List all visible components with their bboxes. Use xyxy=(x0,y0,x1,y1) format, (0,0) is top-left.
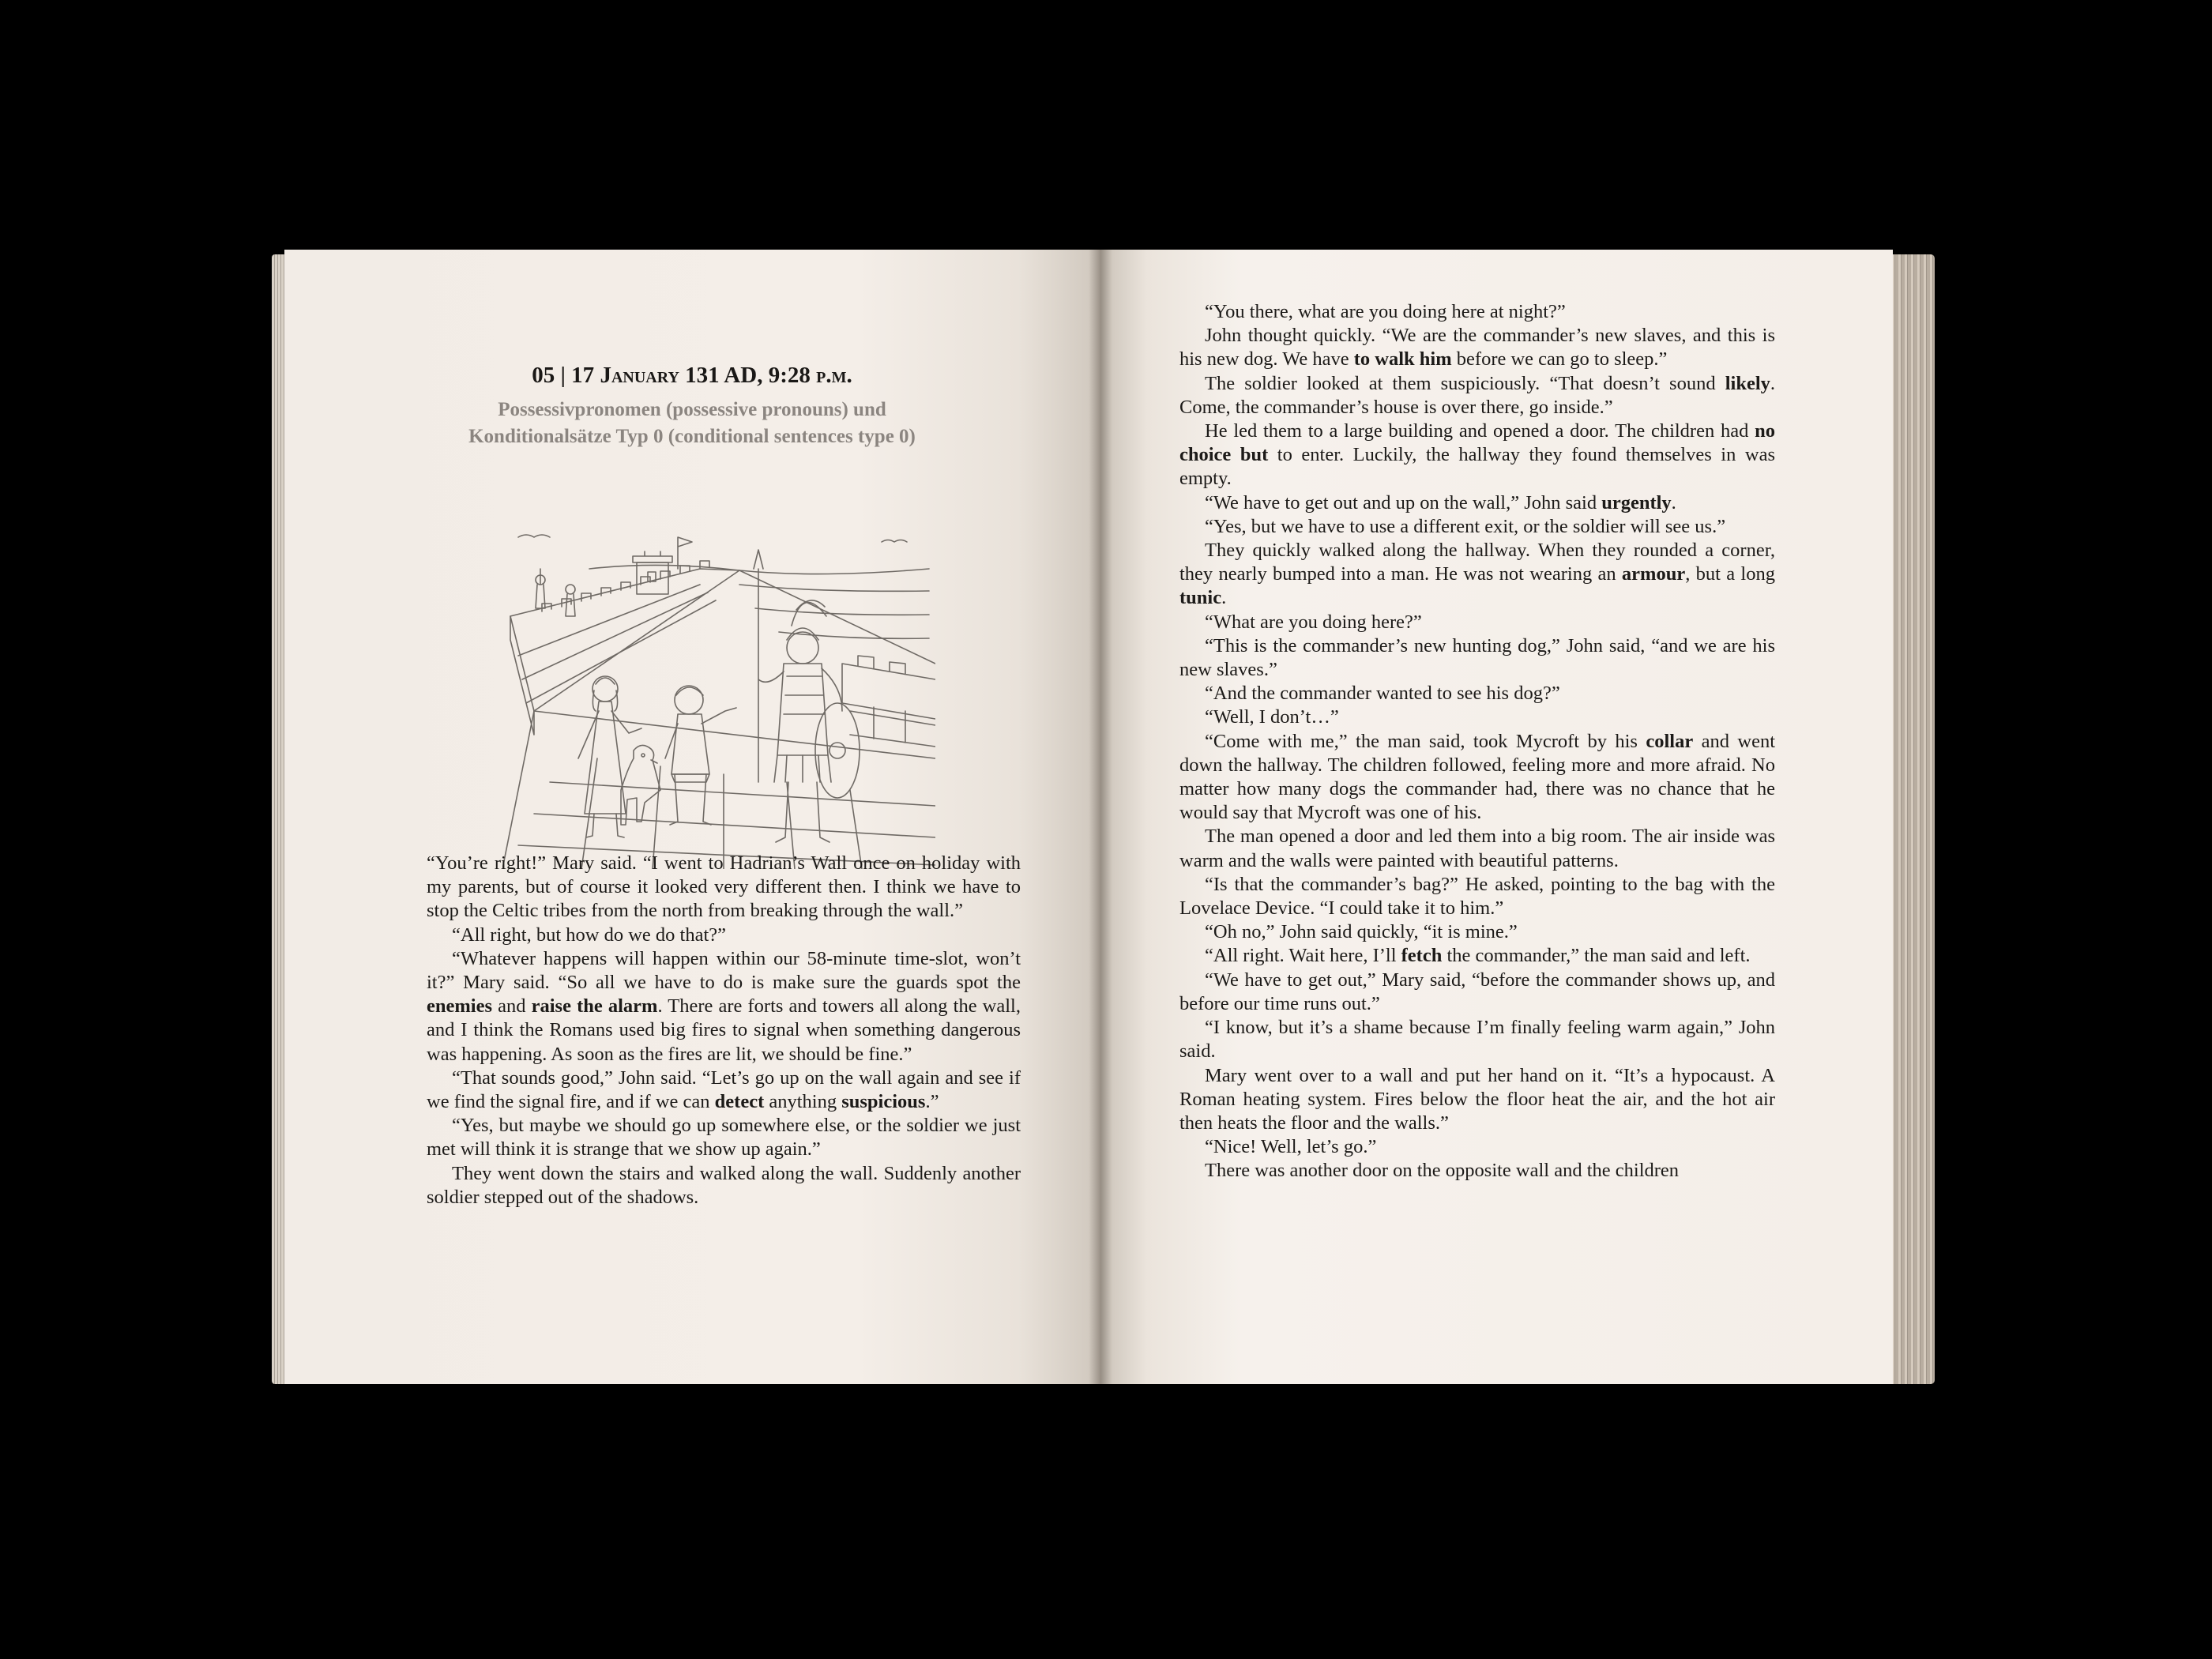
paragraph: They quickly walked along the hallway. When they rounded a corner, they nearly bumped into a man. He was not wearing an armour, but a long tunic. xyxy=(1179,540,1775,609)
book-page-edges-right xyxy=(1889,254,1935,1384)
left-page xyxy=(284,250,1100,1384)
paragraph: “Oh no,” John said quickly, “it is mine.” xyxy=(1205,921,1518,943)
paragraph: “And the commander wanted to see his dog?” xyxy=(1205,683,1560,705)
chapter-illustration xyxy=(502,521,935,869)
paragraph: “We have to get out,” Mary said, “before the commander shows up, and before our time runs out.” xyxy=(1179,969,1775,1014)
paragraph: John thought quickly. “We are the commander’s new slaves, and this is his new dog. We have to walk him before we can go to sleep.” xyxy=(1179,325,1775,371)
paragraph: “You’re right!” Mary said. “I went to Hadrian’s Wall once on holiday with my parents, but of course it looked very different then. I think we have to stop the Celtic tribes from the north from breaking through the wall.” xyxy=(427,852,1021,922)
paragraph: “Yes, but maybe we should go up somewhere else, or the soldier we just met will think it is strange that we show up again.” xyxy=(427,1115,1021,1161)
paragraph: “All right, but how do we do that?” xyxy=(452,924,727,946)
paragraph: Mary went over to a wall and put her hand on it. “It’s a hypocaust. A Roman heating system. Fires below the floor heat the air, and the hot air then heats the floor and the walls.” xyxy=(1179,1064,1775,1134)
book-gutter-shadow xyxy=(1089,250,1112,1384)
paragraph: The man opened a door and led them into a big room. The air inside was warm and the walls were painted with beautiful patterns. xyxy=(1179,826,1775,871)
paragraph: “Whatever happens will happen within our 58-minute time-slot, won’t it?” Mary said. “So all we have to do is make sure the guards spot the enemies and raise the alarm. There are forts and towers all along the wall, and I think the Romans used big fires to signal when something dangerous was happening. As soon as the fires are lit, we should be fine.” xyxy=(427,947,1021,1065)
right-page xyxy=(1100,250,1893,1384)
paragraph: “You there, what are you doing here at night?” xyxy=(1205,301,1566,322)
paragraph: The soldier looked at them suspiciously. “That doesn’t sound likely. Come, the commander’s house is over there, go inside.” xyxy=(1179,372,1775,418)
right-page-body-text xyxy=(1179,300,1775,1183)
paragraph: “We have to get out and up on the wall,” John said urgently. xyxy=(1205,491,1676,514)
paragraph: “What are you doing here?” xyxy=(1205,611,1422,633)
paragraph: “Nice! Well, let’s go.” xyxy=(1205,1136,1377,1158)
paragraph: “I know, but it’s a shame because I’m finally feeling warm again,” John said. xyxy=(1179,1017,1775,1063)
paragraph: “That sounds good,” John said. “Let’s go up on the wall again and see if we find the signal fire, and if we can detect anything suspicious.” xyxy=(427,1066,1021,1113)
paragraph: There was another door on the opposite wall and the children xyxy=(1205,1160,1680,1182)
paragraph: “Is that the commander’s bag?” He asked, pointing to the bag with the Lovelace Device. “I could take it to him.” xyxy=(1179,873,1775,920)
left-page-body-text xyxy=(427,852,1021,1209)
subtitle-line-2: Konditionalsätze Typ 0 (conditional sentences type 0) xyxy=(468,426,916,447)
paragraph: They went down the stairs and walked along the wall. Suddenly another soldier stepped out of the shadows. xyxy=(427,1162,1021,1208)
paragraph: “Well, I don’t…” xyxy=(1205,706,1339,728)
paragraph: “Come with me,” the man said, took Mycroft by his collar and went down the hallway. The children followed, feeling more and more afraid. No matter how many dogs the commander had, there was no chance that he would say that Mycroft was one of his. xyxy=(1179,730,1775,824)
paragraph: “All right. Wait here, I’ll fetch the commander,” the man said and left. xyxy=(1205,945,1751,967)
chapter-subtitle xyxy=(284,397,1100,450)
paragraph: He led them to a large building and opened a door. The children had no choice but to enter. Luckily, the hallway they found themselves in was empty. xyxy=(1179,420,1775,490)
chapter-title: 05 | 17 January 131 AD, 9:28 p.m. xyxy=(532,363,852,388)
paragraph: “This is the commander’s new hunting dog,” John said, “and we are his new slaves.” xyxy=(1179,634,1775,681)
paragraph: “Yes, but we have to use a different exit, or the soldier will see us.” xyxy=(1205,515,1726,537)
subtitle-line-1: Possessivpronomen (possessive pronouns) und xyxy=(498,399,886,420)
